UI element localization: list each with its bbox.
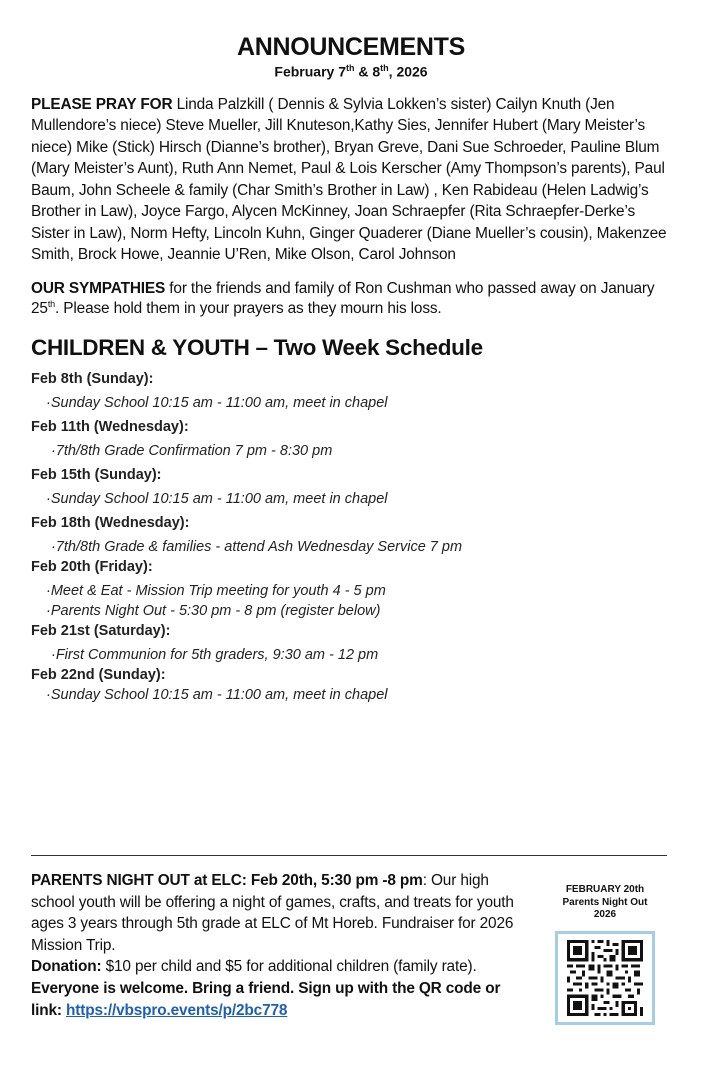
date-month: February 7 <box>274 63 346 80</box>
schedule-item: ·7th/8th Grade & families - attend Ash Wednesday Service 7 pm <box>51 538 463 555</box>
prayer-list <box>31 94 671 266</box>
section-divider <box>31 855 667 856</box>
date-year: , 2026 <box>388 63 428 80</box>
parents-night-out <box>31 870 531 1021</box>
date-mid: & 8 <box>354 63 381 80</box>
welcome-text: Everyone is welcome. Bring a friend. Sign up with the QR code or link: <box>31 979 501 1019</box>
sympathies-text-1: for the friends and family of Ron Cushman who passed away on January 25 <box>31 279 655 317</box>
sympathies-label: OUR SYMPATHIES <box>31 279 166 297</box>
qr-code-icon[interactable] <box>567 940 643 1016</box>
schedule-day: Feb 21st (Saturday): <box>31 622 171 639</box>
schedule-item: ·Parents Night Out - 5:30 pm - 8 pm (register below) <box>46 602 381 619</box>
schedule-item: ·Meet & Eat - Mission Trip meeting for youth 4 - 5 pm <box>46 582 386 599</box>
youth-heading: CHILDREN & YOUTH – Two Week Schedule <box>31 334 483 360</box>
pno-colon: : <box>422 872 427 889</box>
schedule-item: ·Sunday School 10:15 am - 11:00 am, meet in chapel <box>46 490 388 507</box>
qr-caption <box>548 884 662 922</box>
sympathies-text-2: . Please hold them in your prayers as they mourn his loss. <box>55 299 442 317</box>
schedule-item: ·First Communion for 5th graders, 9:30 am - 12 pm <box>51 646 379 663</box>
sympathies-sup: th <box>47 298 56 309</box>
donation-label: Donation: <box>31 958 102 976</box>
schedule-item: ·Sunday School 10:15 am - 11:00 am, meet in chapel <box>46 686 388 703</box>
donation-text: $10 per child and $5 for additional children (family rate). <box>101 958 477 976</box>
schedule-day: Feb 8th (Sunday): <box>31 370 154 387</box>
date-sup-2: th <box>380 63 389 73</box>
schedule-day: Feb 18th (Wednesday): <box>31 514 190 531</box>
pno-label: PARENTS NIGHT OUT at ELC: Feb 20th, 5:30 pm -8 pm <box>31 872 423 889</box>
qr-caption-line-1: FEBRUARY 20th <box>565 884 645 895</box>
prayer-label: PLEASE PRAY FOR <box>31 95 173 113</box>
pno-body: Our high school youth will be offering a night of games, crafts, and treats for youth ages 3 years through 5th grade at ELC of Mt Horeb. Fundraiser for 2026 Mission Trip. <box>31 872 514 954</box>
schedule-day: Feb 11th (Wednesday): <box>31 418 189 435</box>
sympathies-paragraph <box>31 279 671 319</box>
qr-caption-line-2: Parents Night Out <box>562 896 648 908</box>
youth-schedule <box>31 369 671 705</box>
schedule-day: Feb 22nd (Sunday): <box>31 666 166 683</box>
signup-link[interactable]: https://vbspro.events/p/2bc778 <box>66 1001 288 1019</box>
schedule-item: ·Sunday School 10:15 am - 11:00 am, meet in chapel <box>46 394 388 411</box>
prayer-names: Linda Palzkill ( Dennis & Sylvia Lokken’s sister) Cailyn Knuth (Jen Mullendore’s niece) Steve Mueller, Jill Knuteson,Kathy Sies, Jennifer Hubert (Mary Meister’s niece) Mike (Stick) Hirsch (Dianne’s brother), Bryan Greve, Dani Sue Schroeder, Pauline Blum (Mary Meister’s Aunt), Ruth Ann Nemet, Paul & Lois Kerscher (Amy Thompson’s parents), Paul Baum, John Scheele & family (Char Smith’s Brother in Law) , Ken Rabideau (Helen Ladwig’s Brother in Law), Joyce Fargo, Alycen McKinney, Joan Schraepfer (Rita Schraepfer-Derke’s Sister in Law), Norm Hefty, Lincoln Kuhn, Ginger Quaderer (Diane Mueller’s cousin), Makenzee Smith, Brock Howe, Jeannie U’Ren, Mike Olson, Carol Johnson <box>31 95 667 264</box>
announcements-page <box>31 0 671 705</box>
qr-caption-line-3: 2026 <box>593 909 617 920</box>
bulletin-date <box>31 63 671 80</box>
schedule-item: ·7th/8th Grade Confirmation 7 pm - 8:30 pm <box>51 442 333 459</box>
qr-code-frame[interactable] <box>555 931 655 1025</box>
schedule-day: Feb 15th (Sunday): <box>31 466 162 483</box>
date-sup-1: th <box>345 63 355 73</box>
schedule-day: Feb 20th (Friday): <box>31 558 153 575</box>
page-title: ANNOUNCEMENTS <box>236 33 466 61</box>
